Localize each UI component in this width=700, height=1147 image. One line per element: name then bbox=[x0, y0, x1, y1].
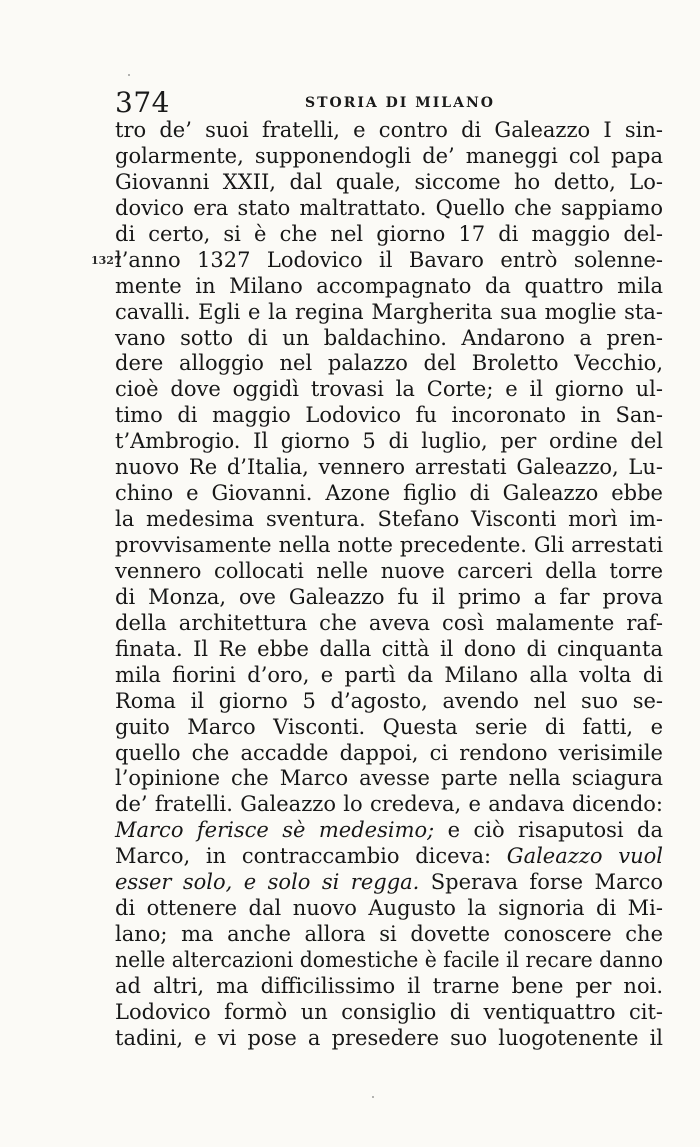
text-line: dere alloggio nel palazzo del Broletto Vecchio, bbox=[115, 351, 663, 376]
text-line: timo di maggio Lodovico fu incoronato in San- bbox=[115, 403, 663, 428]
text-line: la medesima sventura. Stefano Visconti morì im- bbox=[115, 507, 663, 532]
italic-quote: Galeazzo vuol bbox=[491, 844, 663, 869]
text-line: tro de’ suoi fratelli, e contro di Galeazzo I sin- bbox=[115, 118, 663, 142]
text-line: chino e Giovanni. Azone figlio di Galeazzo ebbe bbox=[115, 481, 663, 506]
text-line: mente in Milano accompagnato da quattro mila bbox=[115, 273, 663, 298]
text-line-content: l’anno 1327 Lodovico il Bavaro entrò solenne- bbox=[115, 247, 663, 272]
text-line: l’opinione che Marco avesse parte nella sciagura bbox=[115, 766, 663, 791]
text-line: nuovo Re d’Italia, vennero arrestati Galeazzo, Lu- bbox=[115, 455, 663, 480]
text-line: t’Ambrogio. Il giorno 5 di luglio, per ordine del bbox=[115, 429, 663, 454]
paper-speck bbox=[128, 74, 130, 76]
text-line: de’ fratelli. Galeazzo lo credeva, e andava dicendo: bbox=[115, 792, 663, 817]
text-line: vano sotto di un baldachino. Andarono a pren- bbox=[115, 325, 663, 350]
text-line: cioè dove oggidì trovasi la Corte; e il giorno ul- bbox=[115, 377, 663, 402]
text-line: ad altri, ma difficilissimo il trarne bene per noi. bbox=[115, 973, 663, 998]
page-number: 374 bbox=[115, 86, 170, 119]
text-run: e ciò risaputosi da bbox=[434, 818, 664, 843]
text-line: Giovanni XXII, dal quale, siccome ho detto, Lo- bbox=[115, 169, 663, 194]
text-line-mixed bbox=[115, 870, 663, 896]
text-line: dovico era stato maltrattato. Quello che sappiamo bbox=[115, 195, 663, 220]
text-run: Marco, in contraccambio diceva: bbox=[115, 844, 492, 869]
running-title: STORIA DI MILANO bbox=[305, 95, 495, 111]
text-line-mixed bbox=[115, 818, 663, 844]
running-head bbox=[115, 86, 663, 118]
text-line: finata. Il Re ebbe dalla città il dono di cinquanta bbox=[115, 636, 663, 661]
text-line: mila fiorini d’oro, e partì da Milano alla volta di bbox=[115, 662, 663, 687]
paper-speck bbox=[372, 1096, 374, 1098]
text-line: di ottenere dal nuovo Augusto la signoria di Mi- bbox=[115, 896, 663, 921]
text-line: nelle altercazioni domestiche è facile il recare danno bbox=[115, 948, 663, 972]
text-line: di certo, si è che nel giorno 17 di maggio del- bbox=[115, 221, 663, 246]
text-line: provvisamente nella notte precedente. Gli arrestati bbox=[115, 533, 663, 557]
margin-year: 1327 bbox=[91, 253, 122, 267]
italic-quote: Marco ferisce sè medesimo; bbox=[115, 818, 435, 843]
text-line-with-margin-year bbox=[91, 247, 663, 274]
text-line: Lodovico formò un consiglio di ventiquattro cit- bbox=[115, 999, 663, 1024]
text-run: Sperava forse Marco bbox=[419, 870, 663, 895]
text-line: lano; ma anche allora si dovette conoscere che bbox=[115, 922, 663, 947]
text-line: cavalli. Egli e la regina Margherita sua moglie sta- bbox=[115, 299, 663, 324]
text-line: quello che accadde dappoi, ci rendono verisimile bbox=[115, 740, 663, 765]
text-line: guito Marco Visconti. Questa serie di fatti, e bbox=[115, 714, 663, 739]
text-line: Roma il giorno 5 d’agosto, avendo nel suo se- bbox=[115, 688, 663, 713]
text-line: della architettura che aveva così malamente raf- bbox=[115, 610, 663, 635]
text-line: di Monza, ove Galeazzo fu il primo a far prova bbox=[115, 584, 663, 609]
italic-quote: esser solo, e solo si regga. bbox=[115, 870, 420, 895]
text-line-mixed bbox=[115, 844, 663, 870]
text-line: tadini, e vi pose a presedere suo luogotenente il bbox=[115, 1025, 663, 1050]
text-line: golarmente, supponendogli de’ maneggi col papa bbox=[115, 143, 663, 168]
text-line: vennero collocati nelle nuove carceri della torre bbox=[115, 558, 663, 583]
body-text bbox=[91, 118, 664, 1052]
